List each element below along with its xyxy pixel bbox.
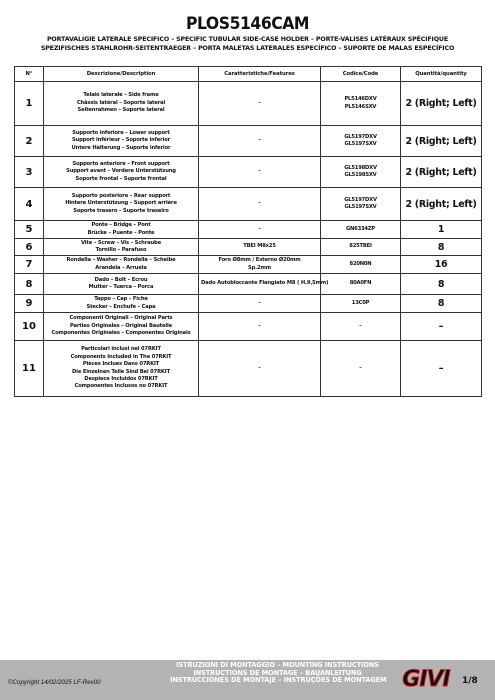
item-description <box>44 221 199 239</box>
col-header-code: Codice/Code <box>321 67 401 82</box>
item-code <box>321 256 401 274</box>
item-code <box>321 157 401 188</box>
table-row <box>15 221 482 239</box>
item-features <box>199 313 321 341</box>
description-line: Componenti Originali – Original Parts <box>69 315 173 322</box>
table-row <box>15 188 482 221</box>
item-number: 2 <box>15 126 44 157</box>
description-line: Die Einzelnen Teile Sind Bei 07RKIT <box>72 368 170 375</box>
code-line: GL5197SXV <box>344 141 377 147</box>
item-number: 7 <box>15 256 44 274</box>
item-quantity: 8 <box>401 295 482 313</box>
item-description <box>44 82 199 126</box>
code-line: PL5146DXV <box>344 96 377 103</box>
givi-logo-text: GIVI <box>402 667 450 691</box>
item-features <box>199 274 329 295</box>
features-line: – <box>258 137 261 144</box>
item-code <box>321 126 401 157</box>
features-line: – <box>258 200 261 207</box>
table-row <box>15 157 482 188</box>
description-line: Supporto anteriore – Front support <box>72 160 170 167</box>
col-header-description: Descrizione/Description <box>44 67 199 82</box>
subtitle-line-2: SPEZIFISCHES STAHLROHR-SEITENTRAEGER – PORTA MALETAS LATERALES ESPECÍFICO – SUPORTE DE MALAS ESPECÍFICO <box>40 45 455 52</box>
description-line: Vite – Screw – Vis – Schraube <box>81 239 161 246</box>
givi-logo <box>400 665 452 691</box>
table-row <box>15 256 482 274</box>
description-line: Dado – Bolt – Ecrou <box>94 276 148 283</box>
parts-table-body <box>15 82 482 397</box>
features-line: Foro Ø8mm / Esterno Ø20mm <box>218 257 301 264</box>
item-description <box>44 341 199 397</box>
features-line: Dado Autobloccante Flangiato M8 ( H.9,5mm) <box>201 280 329 287</box>
item-description <box>44 256 199 274</box>
code-line: GL5197DXV <box>344 133 377 140</box>
description-line: Components Included in The 07RKIT <box>70 353 172 360</box>
item-description <box>44 188 199 221</box>
code-line: PL5146SXV <box>344 103 377 110</box>
item-code <box>321 313 401 341</box>
item-quantity: 2 (Right; Left) <box>401 126 482 157</box>
code-line: 820N0N <box>349 260 372 267</box>
copyright-text: ©Copyright 14/02/2025 LF-Rev00 <box>8 679 101 686</box>
table-header-row <box>15 67 482 82</box>
item-quantity: 8 <box>401 274 482 295</box>
table-row <box>15 313 482 341</box>
description-line: Stecker – Enchufe – Capa <box>86 303 156 310</box>
description-line: Ponte – Bridge – Pont <box>91 222 151 229</box>
item-description <box>44 274 199 295</box>
item-features <box>199 341 321 397</box>
item-code <box>321 295 401 313</box>
features-line: – <box>258 225 261 232</box>
description-line: Soporte frontal – Suporte frontal <box>75 175 167 182</box>
features-line: – <box>258 364 261 371</box>
item-description <box>44 313 199 341</box>
description-line: Componentes Originales – Componentes Originais <box>51 330 191 337</box>
description-line: Mutter – Tuerca – Porca <box>88 284 154 290</box>
description-line: Soporte trasero – Suporte traseiro <box>73 207 169 214</box>
item-description <box>44 126 199 157</box>
item-number: 1 <box>15 82 44 126</box>
instructions-line-2: INSTRUCTIONS DE MONTAGE – BAUANLEITUNG <box>193 668 362 677</box>
item-code <box>321 341 401 397</box>
item-code <box>321 274 401 295</box>
item-features <box>199 256 321 274</box>
item-number: 10 <box>15 313 44 341</box>
description-line: Untere Halterung – Suporte inferior <box>71 144 171 151</box>
table-row <box>15 274 482 295</box>
code-line: GL5197DXV <box>344 196 377 203</box>
description-line: Pièces Inclues Dans 07RKIT <box>82 361 160 368</box>
code-line: GN6334ZP <box>345 225 375 232</box>
features-line: Sp.2mm <box>248 264 271 271</box>
item-number: 6 <box>15 239 44 256</box>
item-quantity: 1 <box>401 221 482 239</box>
item-quantity: 2 (Right; Left) <box>401 188 482 221</box>
table-row <box>15 82 482 126</box>
code-line: GL5197SXV <box>344 204 377 210</box>
item-features <box>199 82 321 126</box>
description-line: Supporto posteriore – Rear support <box>71 192 171 199</box>
item-description <box>44 295 199 313</box>
code-line: 80A0FN <box>349 280 372 287</box>
item-features <box>199 295 321 313</box>
description-line: Componentes Inclusos no 07RKIT <box>74 383 168 390</box>
description-line: Tappo – Cap – Fiche <box>94 296 148 303</box>
table-row <box>15 295 482 313</box>
item-number: 8 <box>15 274 44 295</box>
description-line: Particolari inclusi nel 07RKIT <box>81 346 161 353</box>
features-line: TBEI M8x25 <box>243 243 276 250</box>
item-code <box>321 82 401 126</box>
item-code <box>321 221 401 239</box>
description-line: Supporto inferiore – Lower support <box>72 129 170 136</box>
item-features <box>199 221 321 239</box>
parts-table <box>14 66 482 397</box>
code-line: – <box>359 322 362 329</box>
instructions-line-3: INSTRUCCIONES DE MONTAJE – INSTRUÇÕES DE MONTAGEM <box>170 676 387 685</box>
code-line: – <box>359 364 362 371</box>
item-features <box>199 188 321 221</box>
item-features <box>199 239 321 256</box>
description-line: Parties Originales – Original Bauteile <box>70 322 172 329</box>
code-line: GL5198DXV <box>344 164 377 171</box>
table-row <box>15 239 482 256</box>
table-row <box>15 126 482 157</box>
item-number: 4 <box>15 188 44 221</box>
description-line: Support avant – Vordere Unterstützung <box>66 168 176 175</box>
item-features <box>199 126 321 157</box>
table-row <box>15 341 482 397</box>
features-line: – <box>258 99 261 106</box>
description-line: Support inférieur – Soporte inferior <box>71 137 171 144</box>
features-line: – <box>258 168 261 175</box>
description-line: Châssis latéral – Soporte lateral <box>76 99 166 106</box>
code-line: GL5198SXV <box>344 172 377 178</box>
item-number: 9 <box>15 295 44 313</box>
col-header-features: Caratteristiche/Features <box>199 67 321 82</box>
description-line: Telaio laterale – Side frame <box>83 92 159 99</box>
page-number: 1/8 <box>462 676 478 686</box>
description-line: Despiece Incluidos 07RKIT <box>84 375 158 382</box>
features-line: – <box>258 322 261 329</box>
item-quantity: 16 <box>401 256 482 274</box>
code-line: 825TBEI <box>349 243 372 250</box>
subtitle-line-1: PORTAVALIGIE LATERALE SPECIFICO – SPECIFIC TUBULAR SIDE-CASE HOLDER – PORTE-VALISES LATÉRAUX SPÉCIFIQUE <box>46 36 449 43</box>
document-title: PLOS5146CAM <box>185 14 310 34</box>
item-number: 3 <box>15 157 44 188</box>
item-number: 5 <box>15 221 44 239</box>
description-line: Tornillo – Parafuso <box>95 247 147 253</box>
description-line: Rondella – Washer – Rondelle – Scheibe <box>66 257 176 264</box>
item-quantity: 2 (Right; Left) <box>401 82 482 126</box>
mounting-instructions-heading <box>170 662 385 685</box>
description-line: Hintere Unterstützung – Support arrière <box>65 200 177 207</box>
description-line: Brücke – Puente – Ponte <box>87 229 155 236</box>
item-code <box>321 239 401 256</box>
code-line: 13C0P <box>351 299 370 306</box>
item-features <box>199 157 321 188</box>
description-line: Seitenrahmen – Suporte lateral <box>77 107 165 114</box>
col-header-quantity: Quantità/quantity <box>401 67 482 82</box>
description-line: Arandela – Arruela <box>95 264 147 271</box>
item-description <box>44 239 199 256</box>
item-quantity: 8 <box>401 239 482 256</box>
col-header-number: N° <box>15 67 44 82</box>
item-number: 11 <box>15 341 44 397</box>
item-code <box>321 188 401 221</box>
instructions-line-1: ISTRUZIONI DI MONTAGGIO – MOUNTING INSTRUCTIONS <box>176 661 379 669</box>
item-quantity: 2 (Right; Left) <box>401 157 482 188</box>
item-description <box>44 157 199 188</box>
item-quantity: – <box>401 313 482 341</box>
item-quantity: – <box>401 341 482 397</box>
features-line: – <box>258 299 261 306</box>
